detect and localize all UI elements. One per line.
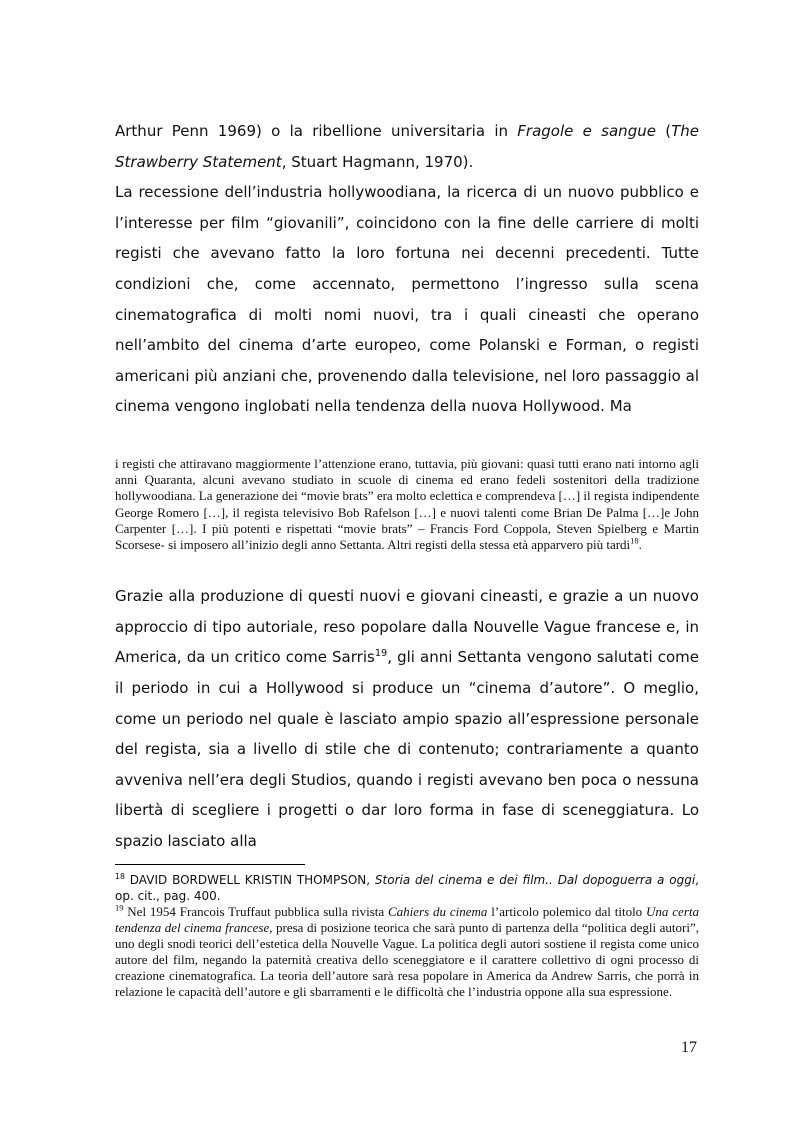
footnote-18 bbox=[115, 872, 699, 904]
text-span: La recessione dell’industria hollywoodiana, la ricerca di un nuovo pubblico e l’interesse per film “giovanili”, coincidono con la fine delle carriere di molti registi che avevano fatto la loro fortuna nei decenni precedenti. Tutte condizioni che, come accennato, permettono l’ingresso sulla scena cinematografica di molti nomi nuovi, tra i quali cineasti che operano nell’ambito del cinema d’arte europeo, come Polanski e Forman, o registi americani più anziani che, provenendo dalla televisione, nel loro passaggio al cinema vengono inglobati nella tendenza della nuova Hollywood. Ma bbox=[115, 183, 699, 416]
text-span: Nel 1954 Francois Truffaut pubblica sulla rivista bbox=[123, 904, 388, 919]
footnote-ref: 18 bbox=[630, 535, 639, 546]
text-span: Grazie alla produzione di questi nuovi e giovani cineasti, e grazie a un nuovo approccio di tipo autoriale, reso popolare dalla Nouvelle Vague francese e, in America, da un critico come Sarris bbox=[115, 587, 699, 667]
text-span: Arthur Penn 1969) o la ribellione universitaria in bbox=[115, 122, 518, 140]
body-paragraph-2 bbox=[115, 581, 699, 856]
text-span: DAVID BORDWELL KRISTIN THOMPSON, bbox=[124, 873, 375, 887]
footnote-19 bbox=[115, 904, 699, 1000]
body-paragraph-1 bbox=[115, 116, 699, 422]
footnote-number: 19 bbox=[115, 902, 124, 913]
text-span: ( bbox=[655, 122, 672, 140]
footnote-ref: 19 bbox=[374, 648, 388, 660]
book-title: Storia del cinema e dei film.. Dal dopoguerra a oggi bbox=[374, 873, 696, 887]
page-body bbox=[115, 116, 699, 857]
footnote-number: 18 bbox=[115, 872, 125, 881]
text-span: , op. cit., pag. 400. bbox=[115, 873, 699, 903]
footnotes bbox=[115, 872, 699, 1000]
footnote-separator bbox=[115, 864, 305, 865]
magazine-title: Cahiers du cinema bbox=[388, 904, 488, 919]
text-span: l’articolo polemico dal titolo bbox=[487, 904, 647, 919]
text-span: , Stuart Hagmann, 1970). bbox=[281, 152, 474, 171]
block-quote: i registi che attiravano maggiormente l’attenzione erano, tuttavia, più giovani: quasi tutti erano nati intorno agli anni Quaranta, alcuni avevano studiato in scuole di cinema ed erano fedeli sostenitori della tradizione hollywoodiana. La generazione dei “movie brats” era molto eclettica e comprendeva […] il regista indipendente George Romero […], il regista televisivo Bob Rafelson […] e nuovi talenti come Brian De Palma […]e John Carpenter […]. I più potenti e rispettati “movie brats” – Francis Ford Coppola, Steven Spielberg e Martin Scorsese- si imposero all’inizio degli anno Settanta. Altri registi della stessa età apparvero più tardi$^{18}$. bbox=[115, 455, 699, 552]
text-span: , presa di posizione teorica che sarà punto di partenza della “politica degli autori”, uno degli snodi teorici dell’estetica della Nouvelle Vague. La politica degli autori sostiene il regista come unico autore del film, negando la paternità creativa dello sceneggiatore e il carattere collettivo di ogni processo di creazione cinematografica. La teoria dell’autore sarà resa popolare in America da Andrew Sarris, che porrà in relazione le capacità dell’autore e gli sbarramenti e le difficoltà che l’industria oppone alla sua espressione. bbox=[115, 920, 699, 999]
page-number: 17 bbox=[681, 1039, 697, 1056]
quote-text: i registi che attiravano maggiormente l’attenzione erano, tuttavia, più giovani: quasi tutti erano nati intorno agli anni Quaranta, alcuni avevano studiato in scuole di cinema ed erano fedeli sostenitori della tradizione hollywoodiana. La generazione dei “movie brats” era molto eclettica e comprendeva […] il regista indipendente George Romero […], il regista televisivo Bob Rafelson […] e nuovi talenti come Brian De Palma […]e John Carpenter […]. I più potenti e rispettati “movie brats” – Francis Ford Coppola, Steven Spielberg e Martin Scorsese- si imposero all’inizio degli anno Settanta. Altri registi della stessa età apparvero più tardi bbox=[115, 455, 699, 552]
film-title: The Strawberry Statement bbox=[115, 122, 699, 171]
film-title: Fragole e sangue bbox=[517, 122, 656, 140]
text-span: , gli anni Settanta vengono salutati come il periodo in cui a Hollywood si produce un “cinema d’autore”. O meglio, come un periodo nel quale è lasciato ampio spazio all’espressione personale del regista, sia a livello di stile che di contenuto; contrariamente a quanto avveniva nell’era degli Studios, quando i registi avevano ben poca o nessuna libertà di scegliere i progetti o dar loro forma in fase di sceneggiatura. Lo spazio lasciato alla bbox=[115, 648, 699, 850]
article-title: Una certa tendenza del cinema francese bbox=[115, 904, 699, 935]
